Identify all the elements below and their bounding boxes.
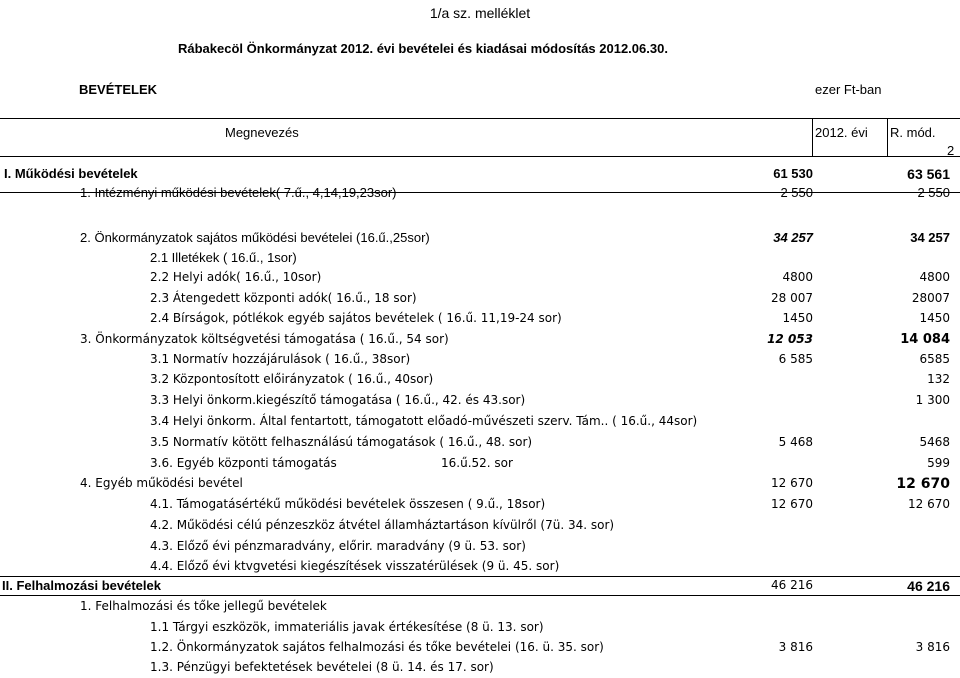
table-row [0,164,960,182]
table-row [0,350,960,368]
table-row [0,537,960,555]
row-label: 1. Felhalmozási és tőke jellegű bevételek [80,599,327,613]
row-label: 2.3 Átengedett központi adók( 16.ű., 18 sor) [150,291,417,305]
table-row [0,268,960,286]
table-row [0,228,960,246]
row-label: 3.6. Egyéb központi támogatás [150,456,337,470]
value-mod: 3 816 [915,640,950,654]
attachment-label: 1/a sz. melléklet [429,5,531,21]
value-mod: 34 257 [910,230,950,245]
table-row [0,183,960,201]
row-label: 3.3 Helyi önkorm.kiegészítő támogatása ( 16.ű., 42. és 43.sor) [150,393,526,407]
row-label-reference: 16.ű.52. sor [441,456,513,470]
table-row [0,516,960,534]
value-year: 12 670 [771,476,813,490]
table-row [0,638,960,656]
value-mod: 63 561 [907,166,950,182]
table-row [0,412,960,430]
value-year: 1450 [782,311,813,325]
row-label: 2.2 Helyi adók( 16.ű., 10sor) [150,270,322,284]
row-label: 2.1 Illetékek ( 16.ű., 1sor) [150,250,297,265]
value-year: 12 053 [767,332,813,346]
col-header-year: 2012. évi [815,125,868,140]
table-row [0,474,960,492]
table-row [0,576,960,594]
row-label: 4.1. Támogatásértékű működési bevételek összesen ( 9.ű., 18sor) [150,497,546,511]
value-mod: 1450 [919,311,950,325]
col-header-name: Megnevezés [225,125,299,140]
table-row [0,454,960,472]
row-label: I. Működési bevételek [4,166,138,181]
value-mod: 12 670 [908,497,950,511]
value-mod: 5468 [919,435,950,449]
row-label: 1.2. Önkormányzatok sajátos felhalmozási és tőke bevételei (16. ü. 35. sor) [150,640,604,654]
value-mod: 14 084 [900,332,950,347]
unit-label: ezer Ft-ban [815,82,882,97]
table-row [0,597,960,615]
document-title: Rábakecöl Önkormányzat 2012. évi bevételei és kiadásai módosítás 2012.06.30. [178,41,668,56]
value-year: 61 530 [773,166,813,181]
value-mod: 4800 [919,270,950,284]
table-row [0,495,960,513]
value-year: 34 257 [773,230,813,245]
table-row [0,289,960,307]
row-label: 3.1 Normatív hozzájárulások ( 16.ű., 38sor) [150,352,411,366]
section-title: BEVÉTELEK [79,82,158,97]
value-mod: 2 550 [917,185,950,200]
row-label: 4. Egyéb működési bevétel [80,476,243,490]
row-label: 4.2. Működési célú pénzeszköz átvétel államháztartáson kívülről (7ü. 34. sor) [150,518,615,532]
value-year: 28 007 [771,291,813,305]
value-mod: 1 300 [915,393,950,407]
row-label: 4.3. Előző évi pénzmaradvány, előrir. maradvány (9 ü. 53. sor) [150,539,526,553]
table-row [0,309,960,327]
value-mod: 28007 [911,291,950,305]
value-year: 4800 [782,270,813,284]
row-label: 2.4 Bírságok, pótlékok egyéb sajátos bevételek ( 16.ű. 11,19-24 sor) [150,311,562,325]
row-label: II. Felhalmozási bevételek [2,578,161,593]
row-label: 1.3. Pénzügyi befektetések bevételei (8 ü. 14. és 17. sor) [150,660,494,674]
table-row [0,618,960,636]
value-mod: 132 [927,372,950,386]
row-label: 1.1 Tárgyi eszközök, immateriális javak értékesítése (8 ü. 13. sor) [150,620,544,634]
row-label: 3.5 Normatív kötött felhasználású támogatások ( 16.ű., 48. sor) [150,435,533,449]
value-mod: 599 [927,456,950,470]
row-label: 3. Önkormányzatok költségvetési támogatása ( 16.ű., 54 sor) [80,332,449,346]
value-year: 5 468 [778,435,813,449]
table-row [0,370,960,388]
row-label: 3.4 Helyi önkorm. Által fentartott, támogatott előadó-művészeti szerv. Tám.. ( 16.ű., 44sor) [150,414,698,428]
table-row [0,557,960,575]
col-header-mod-number: 2 [947,143,955,158]
row-label: 1. Intézményi működési bevételek( 7.ű., 4,14,19,23sor) [80,185,397,200]
value-year: 2 550 [780,185,813,200]
value-year: 46 216 [771,578,813,592]
row-label: 2. Önkormányzatok sajátos működési bevételei (16.ű.,25sor) [80,230,430,245]
row-label: 3.2 Központosított előirányzatok ( 16.ű., 40sor) [150,372,434,386]
table-row [0,330,960,348]
table-row [0,433,960,451]
value-year: 6 585 [778,352,813,366]
table-row [0,248,960,266]
table-row [0,658,960,676]
value-year: 3 816 [778,640,813,654]
table-row [0,391,960,409]
value-mod: 12 670 [896,476,950,492]
col-header-mod: R. mód. [890,125,936,140]
value-mod: 6585 [919,352,950,366]
row-label: 4.4. Előző évi ktvgvetési kiegészítések visszatérülések (9 ü. 45. sor) [150,559,560,573]
value-mod: 46 216 [907,578,950,594]
value-year: 12 670 [771,497,813,511]
